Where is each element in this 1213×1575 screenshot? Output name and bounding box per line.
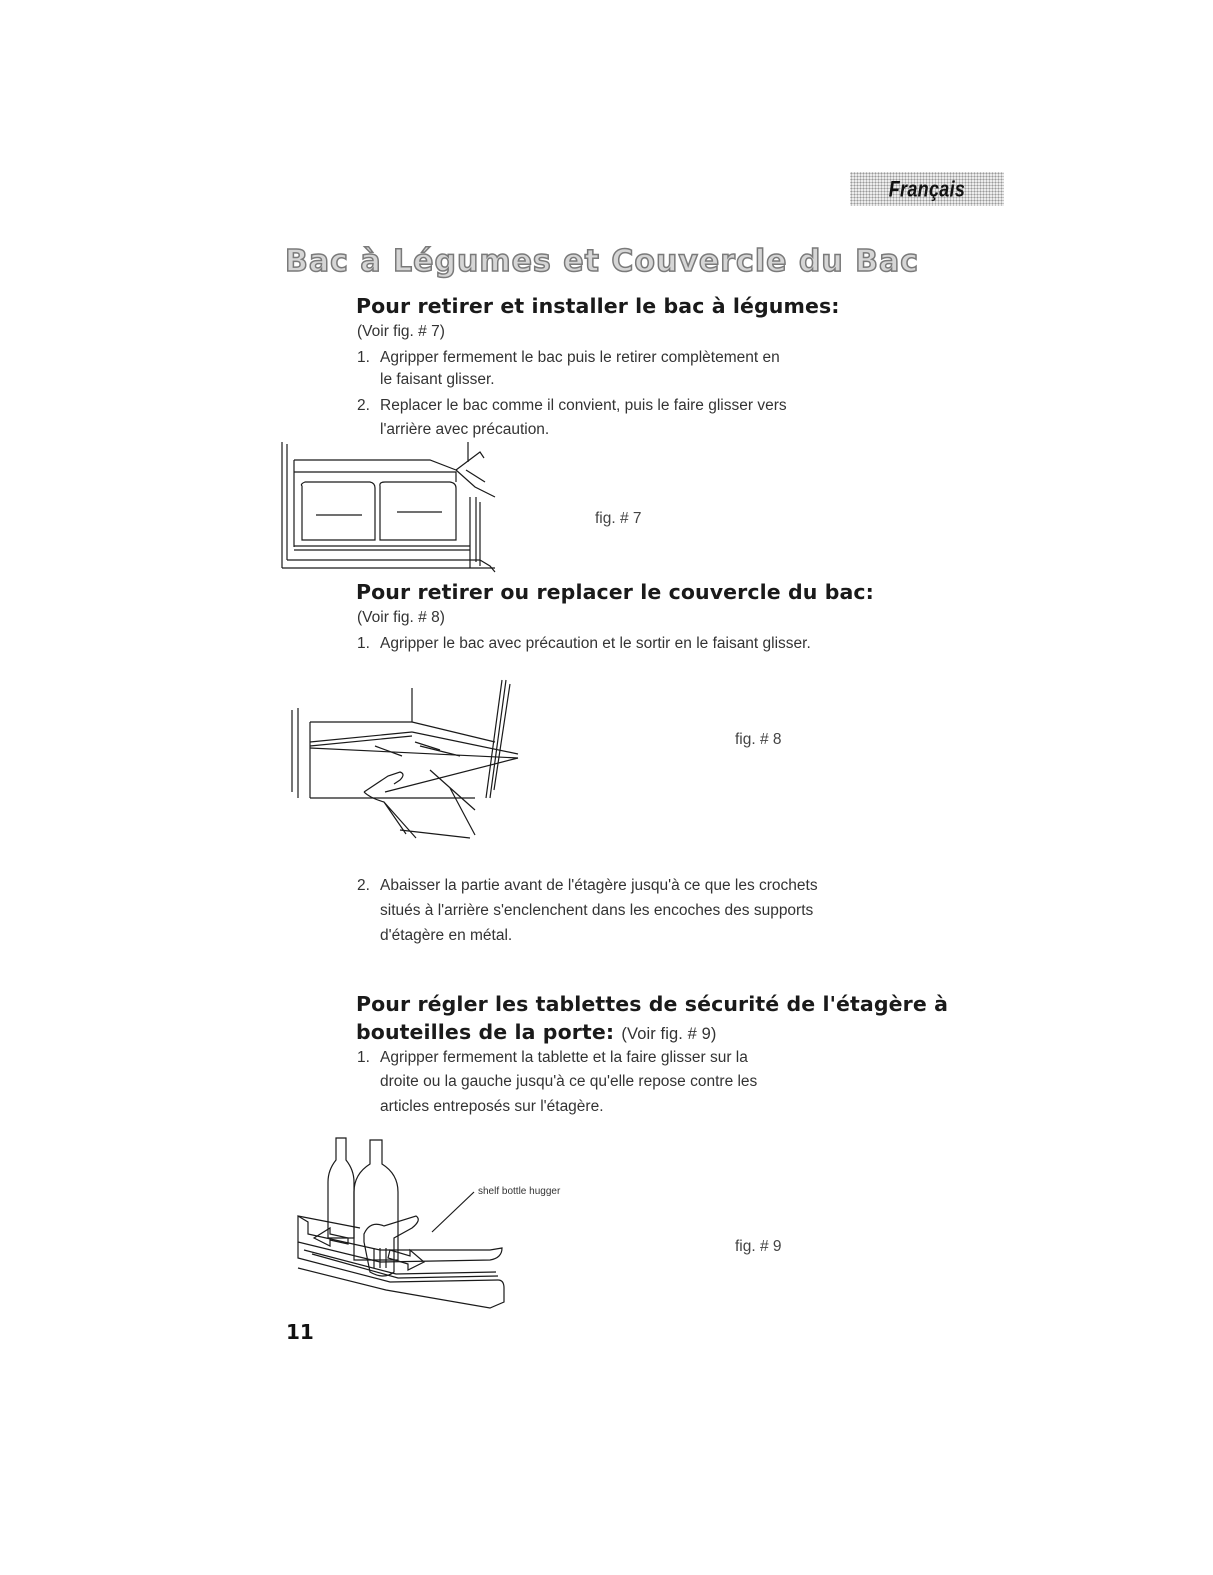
section-2-step-1-num: 1.	[357, 635, 370, 652]
section-2-heading: Pour retirer ou replacer le couvercle du bac:	[356, 580, 874, 604]
section-1-see-fig: (Voir fig. # 7)	[357, 323, 445, 340]
section-3-heading-line-2-wrap	[356, 1020, 716, 1044]
section-3-heading-line-2: bouteilles de la porte:	[356, 1020, 615, 1044]
section-2-step-2-line-2: situés à l'arrière s'enclenchent dans les encoches des supports	[380, 902, 814, 919]
page-title: Bac à Légumes et Couvercle du Bac	[285, 244, 920, 279]
section-1-step-1-line-2: le faisant glisser.	[380, 371, 495, 388]
drawer-cover-illustration	[290, 680, 530, 860]
section-3-see-fig: (Voir fig. # 9)	[621, 1025, 717, 1043]
section-1-heading: Pour retirer et installer le bac à légumes:	[356, 294, 840, 318]
section-1-step-1-line-1: Agripper fermement le bac puis le retirer complètement en	[380, 349, 780, 366]
section-1-step-1-num: 1.	[357, 349, 370, 366]
crisper-drawer-illustration	[280, 442, 500, 572]
figure-7-label: fig. # 7	[595, 510, 642, 527]
section-1-step-2-num: 2.	[357, 397, 370, 414]
figure-9-label: fig. # 9	[735, 1238, 782, 1255]
section-2-step-2-line-1: Abaisser la partie avant de l'étagère jusqu'à ce que les crochets	[380, 877, 818, 894]
section-2-step-1-line-1: Agripper le bac avec précaution et le sortir en le faisant glisser.	[380, 635, 811, 652]
page-number: 11	[286, 1320, 314, 1344]
bottle-shelf-illustration	[290, 1130, 590, 1310]
language-tab-label: Français	[888, 175, 966, 201]
section-1-step-2-line-2: l'arrière avec précaution.	[380, 421, 550, 438]
section-3-heading-line-1: Pour régler les tablettes de sécurité de l'étagère à	[356, 992, 949, 1016]
section-3-step-1-line-2: droite ou la gauche jusqu'à ce qu'elle repose contre les	[380, 1073, 758, 1090]
figure-8-label: fig. # 8	[735, 731, 782, 748]
language-tab	[850, 172, 1004, 206]
section-2-step-2-line-3: d'étagère en métal.	[380, 927, 513, 944]
section-1-step-2-line-1: Replacer le bac comme il convient, puis le faire glisser vers	[380, 397, 787, 414]
section-3-step-1-line-1: Agripper fermement la tablette et la faire glisser sur la	[380, 1049, 748, 1066]
section-3-step-1-num: 1.	[357, 1049, 370, 1066]
shelf-bottle-hugger-callout: shelf bottle hugger	[478, 1186, 561, 1197]
section-3-step-1-line-3: articles entreposés sur l'étagère.	[380, 1098, 604, 1115]
section-2-see-fig: (Voir fig. # 8)	[357, 609, 445, 626]
section-2-step-2-num: 2.	[357, 877, 370, 894]
